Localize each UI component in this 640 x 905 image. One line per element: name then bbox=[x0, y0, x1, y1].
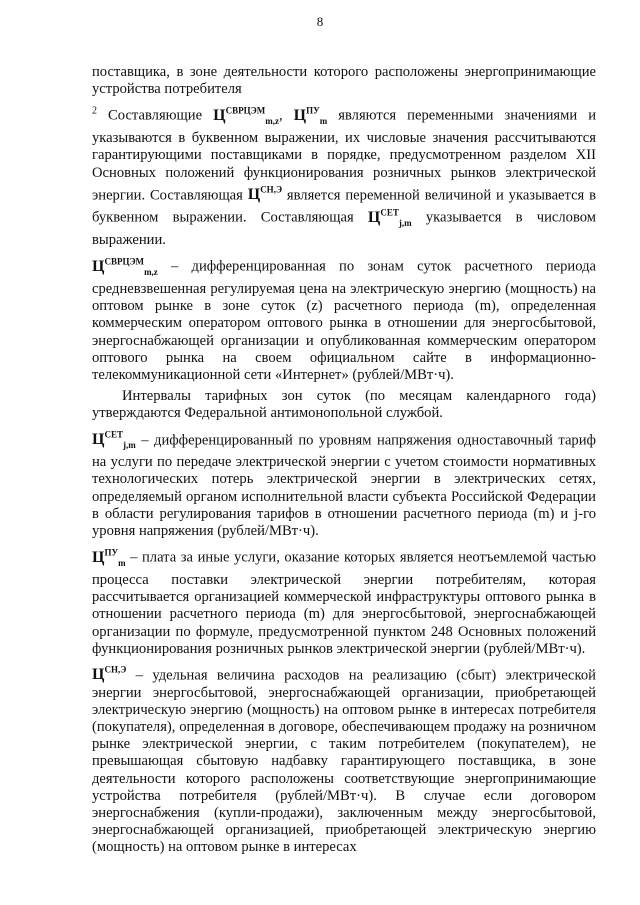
symbol-c-svrcem: $Ц^{СВРЦЭМ}_{m,z}$ bbox=[92, 256, 158, 277]
definition-snz: $Ц^{СН,Э}$ – удельная величина расходов на реализацию (сбыт) электрической энергии энергосбытовой, энергоснабжающей организации, приобретающей электрическую энергию (мощность) на оптовом рынке в интересах потребителя (покупателя), определенная в договоре, обеспечивающем продажу на розничном рынке электрической энергии, с таким потребителем (покупателем), не превышающая сбытовую надбавку гарантирующего поставщика, в зоне деятельности которого расположены соответствующие энергопринимающие устройства потребителя (рублей/МВт·ч). В случае если договором энергоснабжения (купли-продажи), заключенным между энергосбытовой, энергоснабжающей организацией, приобретающей электрическую энергию (мощность) на оптовом рынке в интересах bbox=[92, 665, 596, 856]
symbol-c-pu: $Ц^{ПУ}_m$ bbox=[92, 547, 126, 568]
document-body bbox=[92, 64, 596, 857]
symbol-c-pu: $Ц^{ПУ}_m$ bbox=[293, 105, 328, 126]
paragraph-continuation: поставщика, в зоне деятельности которого расположены энергопринимающие устройства потребителя bbox=[92, 64, 596, 98]
paragraph-intervals: Интервалы тарифных зон суток (по месяцам календарного года) утверждаются Федеральной антимонопольной службой. bbox=[92, 388, 596, 422]
symbol-c-snz: $Ц^{СН,Э}$ bbox=[247, 184, 283, 204]
definition-set: $Ц^{СЕТ}_{j,m}$ – дифференцированный по уровням напряжения одноставочный тариф на услуги по передаче электрической энергии с учетом стоимости нормативных технологических потерь электрической энергии в электрических сетях, определяемый органом исполнительной власти субъекта Российской Федерации в области регулирования тарифов в отношении расчетного периода (m) и j-го уровня напряжения (рублей/МВт·ч). bbox=[92, 429, 596, 540]
page-number: 8 bbox=[316, 14, 324, 29]
paragraph-footnote-2: $^2$ Составляющие $Ц^{СВРЦЭМ}_{m,z}$, $Ц^{ПУ}_m$ являются переменными значениями и указываются в буквенном выражении, их числовые значения рассчитываются гарантирующими поставщиками в порядке, предусмотренном разделом XII Основных положений функционирования розничных рынков электрической энергии. Составляющая $Ц^{СН,Э}$ является переменной величиной и указывается в буквенном выражении. Составляющая $Ц^{СЕТ}_{j,m}$ указывается в числовом выражении. bbox=[92, 105, 597, 248]
definition-pu: $Ц^{ПУ}_m$ – плата за иные услуги, оказание которых является неотъемлемой частью процесса поставки электрической энергии потребителям, которая рассчитывается организацией коммерческой инфраструктуры оптового рынка в отношении расчетного периода (m) для энергосбытовой, энергоснабжающей организации по формуле, предусмотренной пунктом 248 Основных положений функционирования розничных рынков электрической энергии (рублей/МВт·ч). bbox=[92, 547, 596, 657]
symbol-c-set: $Ц^{СЕТ}_{j,m}$ bbox=[367, 207, 412, 228]
symbol-c-set: $Ц^{СЕТ}_{j,m}$ bbox=[92, 429, 136, 451]
footnote-mark: 2 bbox=[92, 105, 97, 117]
symbol-c-snz: $Ц^{СН,Э}$ bbox=[92, 665, 127, 684]
symbol-c-svrcem: $Ц^{СВРЦЭМ}_{m,z}$ bbox=[213, 105, 279, 126]
definition-svrcem: $Ц^{СВРЦЭМ}_{m,z}$ – дифференцированная по зонам суток расчетного периода средневзвешенная регулируемая цена на электрическую энергию (мощность) на оптовом рынке в зоне суток (z) расчетного периода (m), определенная коммерческим оператором оптового рынка в отношении для энергосбытовой, энергоснабжающей организации и опубликованная коммерческим оператором оптового рынка на своем официальном сайте в информационно-телекоммуникационной сети «Интернет» (рублей/МВт·ч). bbox=[92, 256, 596, 383]
